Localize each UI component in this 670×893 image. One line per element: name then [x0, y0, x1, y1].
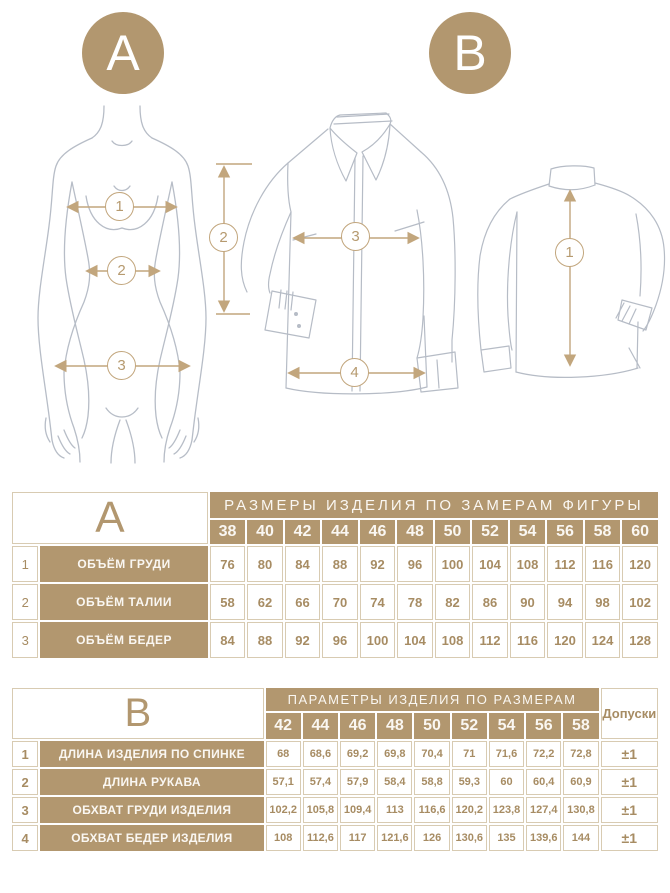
row-label: ДЛИНА РУКАВА	[40, 769, 263, 795]
value-cell: 116	[585, 546, 621, 582]
figure-bust-marker: 1	[105, 192, 134, 221]
value-cell: 78	[397, 584, 433, 620]
size-column-header: 44	[303, 713, 338, 739]
value-cell: 104	[472, 546, 508, 582]
size-column-header: 40	[247, 520, 283, 544]
size-column-header: 60	[622, 520, 658, 544]
row-label: ОБХВАТ ГРУДИ ИЗДЕЛИЯ	[40, 797, 263, 823]
value-cell: 112	[472, 622, 508, 658]
row-label: ОБЪЁМ ТАЛИИ	[40, 584, 207, 620]
size-column-header: 58	[563, 713, 598, 739]
value-cell: 94	[547, 584, 583, 620]
row-label: ОБЪЁМ ГРУДИ	[40, 546, 207, 582]
value-cell: 127,4	[526, 797, 561, 823]
size-column-header: 48	[377, 713, 412, 739]
section-a-badge: А	[82, 12, 164, 94]
size-column-header: 52	[472, 520, 508, 544]
table-row	[12, 797, 658, 823]
value-cell: 98	[585, 584, 621, 620]
value-cell: 82	[435, 584, 471, 620]
size-column-header: 52	[452, 713, 487, 739]
value-cell: 96	[397, 546, 433, 582]
table-b-body	[12, 741, 658, 851]
row-number: 3	[12, 797, 38, 823]
row-number: 2	[12, 584, 38, 620]
value-cell: 62	[247, 584, 283, 620]
value-cell: 120	[547, 622, 583, 658]
table-a-title: РАЗМЕРЫ ИЗДЕЛИЯ ПО ЗАМЕРАМ ФИГУРЫ	[210, 492, 658, 518]
value-cell: 105,8	[303, 797, 338, 823]
value-cell: 121,6	[377, 825, 412, 851]
figure-waist-marker: 2	[107, 256, 136, 285]
value-cell: 130,6	[452, 825, 487, 851]
value-cell: 84	[285, 546, 321, 582]
tolerance-cell: ±1	[601, 797, 658, 823]
value-cell: 92	[360, 546, 396, 582]
front-length-marker: 2	[209, 223, 238, 252]
section-b-badge: В	[429, 12, 511, 94]
value-cell: 80	[247, 546, 283, 582]
row-label: ДЛИНА ИЗДЕЛИЯ ПО СПИНКЕ	[40, 741, 263, 767]
size-column-header: 56	[526, 713, 561, 739]
value-cell: 112	[547, 546, 583, 582]
row-label: ОБЪЁМ БЕДЕР	[40, 622, 207, 658]
value-cell: 88	[322, 546, 358, 582]
value-cell: 76	[210, 546, 246, 582]
value-cell: 117	[340, 825, 375, 851]
value-cell: 59,3	[452, 769, 487, 795]
value-cell: 116	[510, 622, 546, 658]
size-column-header: 58	[585, 520, 621, 544]
size-column-header: 42	[266, 713, 301, 739]
value-cell: 124	[585, 622, 621, 658]
table-b-title: ПАРАМЕТРЫ ИЗДЕЛИЯ ПО РАЗМЕРАМ	[266, 688, 599, 711]
value-cell: 123,8	[489, 797, 524, 823]
value-cell: 70	[322, 584, 358, 620]
value-cell: 102,2	[266, 797, 301, 823]
value-cell: 112,6	[303, 825, 338, 851]
value-cell: 68,6	[303, 741, 338, 767]
figure-measurements-table	[10, 490, 660, 660]
back-length-marker: 1	[555, 238, 584, 267]
value-cell: 109,4	[340, 797, 375, 823]
size-column-header: 42	[285, 520, 321, 544]
table-row	[12, 622, 658, 658]
value-cell: 68	[266, 741, 301, 767]
value-cell: 57,1	[266, 769, 301, 795]
value-cell: 71,6	[489, 741, 524, 767]
row-number: 2	[12, 769, 38, 795]
table-b-corner-letter: В	[12, 688, 264, 739]
value-cell: 69,8	[377, 741, 412, 767]
row-number: 1	[12, 741, 38, 767]
tolerance-cell: ±1	[601, 825, 658, 851]
value-cell: 120	[622, 546, 658, 582]
value-cell: 88	[247, 622, 283, 658]
value-cell: 126	[414, 825, 449, 851]
value-cell: 113	[377, 797, 412, 823]
value-cell: 144	[563, 825, 598, 851]
size-column-header: 46	[360, 520, 396, 544]
value-cell: 108	[266, 825, 301, 851]
table-a-corner-letter: А	[12, 492, 208, 544]
value-cell: 72,2	[526, 741, 561, 767]
value-cell: 66	[285, 584, 321, 620]
front-chest-marker: 3	[341, 222, 370, 251]
shirt-front-illustration	[241, 113, 458, 394]
row-label: ОБХВАТ БЕДЕР ИЗДЕЛИЯ	[40, 825, 263, 851]
value-cell: 139,6	[526, 825, 561, 851]
table-row	[12, 825, 658, 851]
value-cell: 120,2	[452, 797, 487, 823]
row-number: 3	[12, 622, 38, 658]
shirt-back-illustration	[478, 166, 665, 378]
value-cell: 58,8	[414, 769, 449, 795]
size-column-header: 50	[414, 713, 449, 739]
table-row	[12, 584, 658, 620]
value-cell: 108	[510, 546, 546, 582]
value-cell: 92	[285, 622, 321, 658]
tolerance-cell: ±1	[601, 741, 658, 767]
value-cell: 57,4	[303, 769, 338, 795]
size-column-header: 44	[322, 520, 358, 544]
value-cell: 130,8	[563, 797, 598, 823]
table-row	[12, 546, 658, 582]
table-row	[12, 769, 658, 795]
tolerance-cell: ±1	[601, 769, 658, 795]
value-cell: 60,4	[526, 769, 561, 795]
value-cell: 102	[622, 584, 658, 620]
value-cell: 58	[210, 584, 246, 620]
value-cell: 96	[322, 622, 358, 658]
value-cell: 90	[510, 584, 546, 620]
value-cell: 60,9	[563, 769, 598, 795]
front-hem-marker: 4	[340, 358, 369, 387]
garment-parameters-table	[10, 686, 660, 853]
value-cell: 58,4	[377, 769, 412, 795]
size-column-header: 56	[547, 520, 583, 544]
value-cell: 70,4	[414, 741, 449, 767]
value-cell: 104	[397, 622, 433, 658]
size-column-header: 50	[435, 520, 471, 544]
value-cell: 57,9	[340, 769, 375, 795]
size-column-header: 54	[510, 520, 546, 544]
value-cell: 86	[472, 584, 508, 620]
value-cell: 69,2	[340, 741, 375, 767]
row-number: 4	[12, 825, 38, 851]
value-cell: 108	[435, 622, 471, 658]
row-number: 1	[12, 546, 38, 582]
value-cell: 128	[622, 622, 658, 658]
table-a-body	[12, 546, 658, 658]
value-cell: 60	[489, 769, 524, 795]
value-cell: 135	[489, 825, 524, 851]
size-column-header: 54	[489, 713, 524, 739]
value-cell: 72,8	[563, 741, 598, 767]
size-column-header: 38	[210, 520, 246, 544]
size-column-header: 48	[397, 520, 433, 544]
figure-hips-marker: 3	[107, 351, 136, 380]
table-row	[12, 741, 658, 767]
value-cell: 84	[210, 622, 246, 658]
value-cell: 74	[360, 584, 396, 620]
value-cell: 116,6	[414, 797, 449, 823]
value-cell: 100	[360, 622, 396, 658]
value-cell: 100	[435, 546, 471, 582]
value-cell: 71	[452, 741, 487, 767]
tolerance-column-header: Допуски	[601, 688, 658, 739]
size-column-header: 46	[340, 713, 375, 739]
